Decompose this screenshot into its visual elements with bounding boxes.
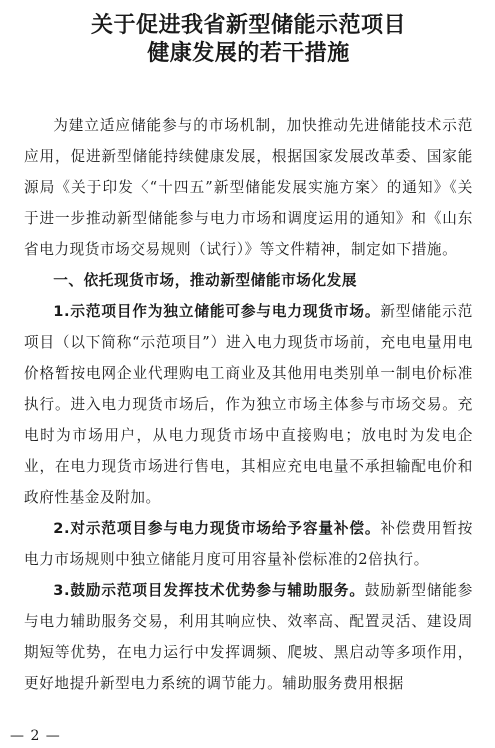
- item-text-3: 鼓励新型储能参与电力辅助服务交易，利用其响应快、效率高、配置灵活、建设周期短等优势，在电力运行中发挥调频、爬坡、黑启动等多项作用，更好地提升新型电力系统的调节能力。辅助服务费用根据: [24, 582, 473, 692]
- intro-paragraph: 为建立适应储能参与的市场机制，加快推动先进储能技术示范应用，促进新型储能持续健康发展，根据国家发展改革委、国家能源局《关于印发〈“十四五”新型储能发展实施方案〉的通知》《关于进一步推动新型储能参与电力市场和调度运用的通知》和《山东省电力现货市场交易规则（试行）》等文件精神，制定如下措施。: [24, 117, 473, 258]
- item-text-1: 新型储能示范项目（以下简称“示范项目”）进入电力现货市场前，充电电量用电价格暂按电网企业代理购电工商业及其他用电类别单一制电价标准执行。进入电力现货市场后，作为独立市场主体参与市场交易。充电时为市场用户，从电力现货市场中直接购电；放电时为发电企业，在电力现货市场进行售电，其相应充电电量不承担输配电价和政府性基金及附加。: [24, 303, 473, 506]
- item-title-3: 3.鼓励示范项目发挥技术优势参与辅助服务。: [53, 582, 365, 599]
- item-title-2: 2.对示范项目参与电力现货市场给予容量补偿。: [53, 520, 381, 537]
- document-title: [24, 12, 473, 68]
- item-paragraph-2: [24, 513, 473, 575]
- title-line-1: 关于促进我省新型储能示范项目: [90, 13, 406, 38]
- page-number: — 2 —: [10, 728, 61, 744]
- document-body: [24, 110, 473, 699]
- title-line-2: 健康发展的若干措施: [147, 41, 350, 66]
- item-title-1: 1.示范项目作为独立储能可参与电力现货市场。: [53, 303, 381, 320]
- item-text-2: 补偿费用暂按电力市场规则中独立储能月度可用容量补偿标准的2倍执行。: [24, 520, 473, 568]
- item-paragraph-3: [24, 575, 473, 699]
- item-paragraph-1: [24, 296, 473, 513]
- section-heading-1: 一、依托现货市场，推动新型储能市场化发展: [53, 272, 358, 289]
